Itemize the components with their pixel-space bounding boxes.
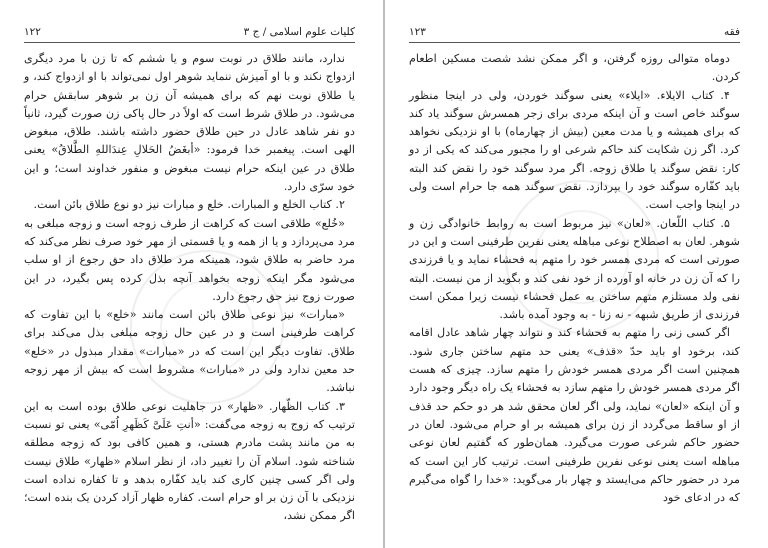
left-page-header	[24, 26, 355, 43]
left-paragraph-2: ۲. کتاب الخلع و المبارات. خلع و مبارات نیز دو نوع طلاق بائن است.	[33, 198, 345, 212]
right-paragraph-2: ۴. کتاب الایلاء. «ایلاء» یعنی سوگند خوردن، ولی در اینجا منظور سوگند خاص است و آن اینکه مردی برای زجر همسرش سوگند یاد کند که برای همیشه و یا مدت معین (بیش از چهارماه) با او نزدیکی نخواهد کرد. اگر زن شکایت کند حاکم شرعی او را مجبور می‌کند که یکی از دو کار: نقض سوگند یا طلاق زوجه. اگر مرد سوگند خود را نقض کند البته باید کفّاره سوگند خود را بپردازد. نقض سوگند همه جا حرام است ولی در اینجا واجب است.	[409, 88, 740, 212]
right-page-number: ۱۲۳	[409, 26, 426, 38]
left-page-body	[24, 50, 355, 526]
right-page	[385, 0, 768, 548]
right-page-header	[409, 26, 740, 43]
left-paragraph-3: «خُلع» طلاقی است که کراهت از طرف زوجه است و زوجه مبلغی به مرد می‌پردازد و یا از همه و یا قسمتی از مهر خود صرف نظر می‌کند که مرد حاضر به طلاق شود، همینکه مرد طلاق داد حق رجوع از او سلب می‌شود مگر اینکه زوجه بخواهد آنچه بذل کرده پس بگیرد، در این صورت زوج نیز حق رجوع دارد.	[24, 216, 355, 303]
right-paragraph-4: اگر کسی زنی را متهم به فحشاء کند و نتواند چهار شاهد عادل اقامه کند، برخود او باید حدّ «قذف» یعنی حد متهم ساختن جاری شود. همچنین است اگر مردی همسر خودش را متهم سازد. چیزی که هست اگر مردی همسر خودش را متهم سازد به فحشاء یک راه دیگر وجود دارد و آن اینکه «لعان» نماید، ولی اگر لعان محقق شد هر دو حکم حد قذف از او ساقط می‌گردد از زن برای همیشه بر او حرام می‌شود. لعان در حضور حاکم شرعی صورت می‌گیرد. همان‌طور که گفتیم لعان نوعی مباهله است یعنی نوعی نفرین طرفینی است. ترتیب کار این است که مرد در حضور حاکم می‌ایستد و چهار بار می‌گوید: «خدا را گواه می‌گیرم که در ادعای خود	[409, 326, 740, 505]
right-page-body	[409, 50, 740, 507]
left-page	[0, 0, 383, 548]
left-page-number: ۱۲۲	[24, 26, 41, 38]
right-header-title: فقه	[724, 26, 740, 38]
right-paragraph-1: دوماه متوالی روزه گرفتن، و اگر ممکن نشد شصت مسکین اطعام کردن.	[409, 52, 740, 84]
right-paragraph-3: ۵. کتاب اللّعان. «لعان» نیز مربوط است به روابط خانوادگی زن و شوهر. لعان به اصطلاح نوعی مباهله یعنی نفرین طرفینی است و این در صورتی است که مردی همسر خود را متهم به فحشاء نماید و یا فرزندی را که آن زن در خانه او آورده از خود نفی کند و بگوید از من نیست. البته نفی ولد مستلزم متهم ساختن به عمل فحشاء نیست زیرا ممکن است فرزندی از طریق شبهه - نه زنا - به وجود آمده باشد.	[409, 216, 740, 322]
left-paragraph-4: «مبارات» نیز نوعی طلاق بائن است مانند «خلع» با این تفاوت که کراهت طرفینی است و در عین حال زوجه مبلغی بذل می‌کند برای طلاق. تفاوت دیگر این است که در «مبارات» مقدار مبذول در «خلع» حد معین ندارد ولی در «مبارات» مشروط است که بیش از مهر زوجه نباشد.	[24, 308, 355, 395]
left-header-title: کلیات علوم اسلامی / ج ۳	[243, 26, 355, 38]
left-paragraph-5: ۳. کتاب الظّهار. «ظهار» در جاهلیت نوعی طلاق بوده است به این ترتیب که زوج به زوجه می‌گفت: «أنتِ عَلَیَّ کَظَهرِ اُمّی» یعنی تو نسبت به من مانند پشت مادرم هستی، و همین کافی بود که زوجه مطلقه شناخته شود. اسلام آن را تغییر داد، از نظر اسلام «ظهار» طلاق نیست ولی اگر کسی چنین کاری کند باید کفّاره بدهد و تا کفاره نداده است نزدیکی با آن زن بر او حرام است. کفاره ظهار آزاد کردن یک بنده است؛ اگر ممکن نشد،	[24, 399, 355, 523]
left-paragraph-1: ندارد، مانند طلاق در نوبت سوم و یا ششم که تا زن با مرد دیگری ازدواج نکند و با او آمیزش ننماید شوهر اول نمی‌تواند با او ازدواج کند، و یا طلاق نوبت نهم که برای همیشه آن زن بر شوهر سابقش حرام می‌شود. در طلاق شرط است که اولاً در حال پاکی زن صورت گیرد، ثانیاً دو نفر شاهد عادل در حین طلاق حضور داشته باشند. طلاق، مبغوض الهی است. پیغمبر خدا فرمود: «أبغَضُ الحَلالِ عِندَاللهِ الطَّلاقُ» یعنی طلاق در عین اینکه حرام نیست مبغوض و منفور خداوند است؛ و این خود سرّی دارد.	[24, 52, 355, 194]
